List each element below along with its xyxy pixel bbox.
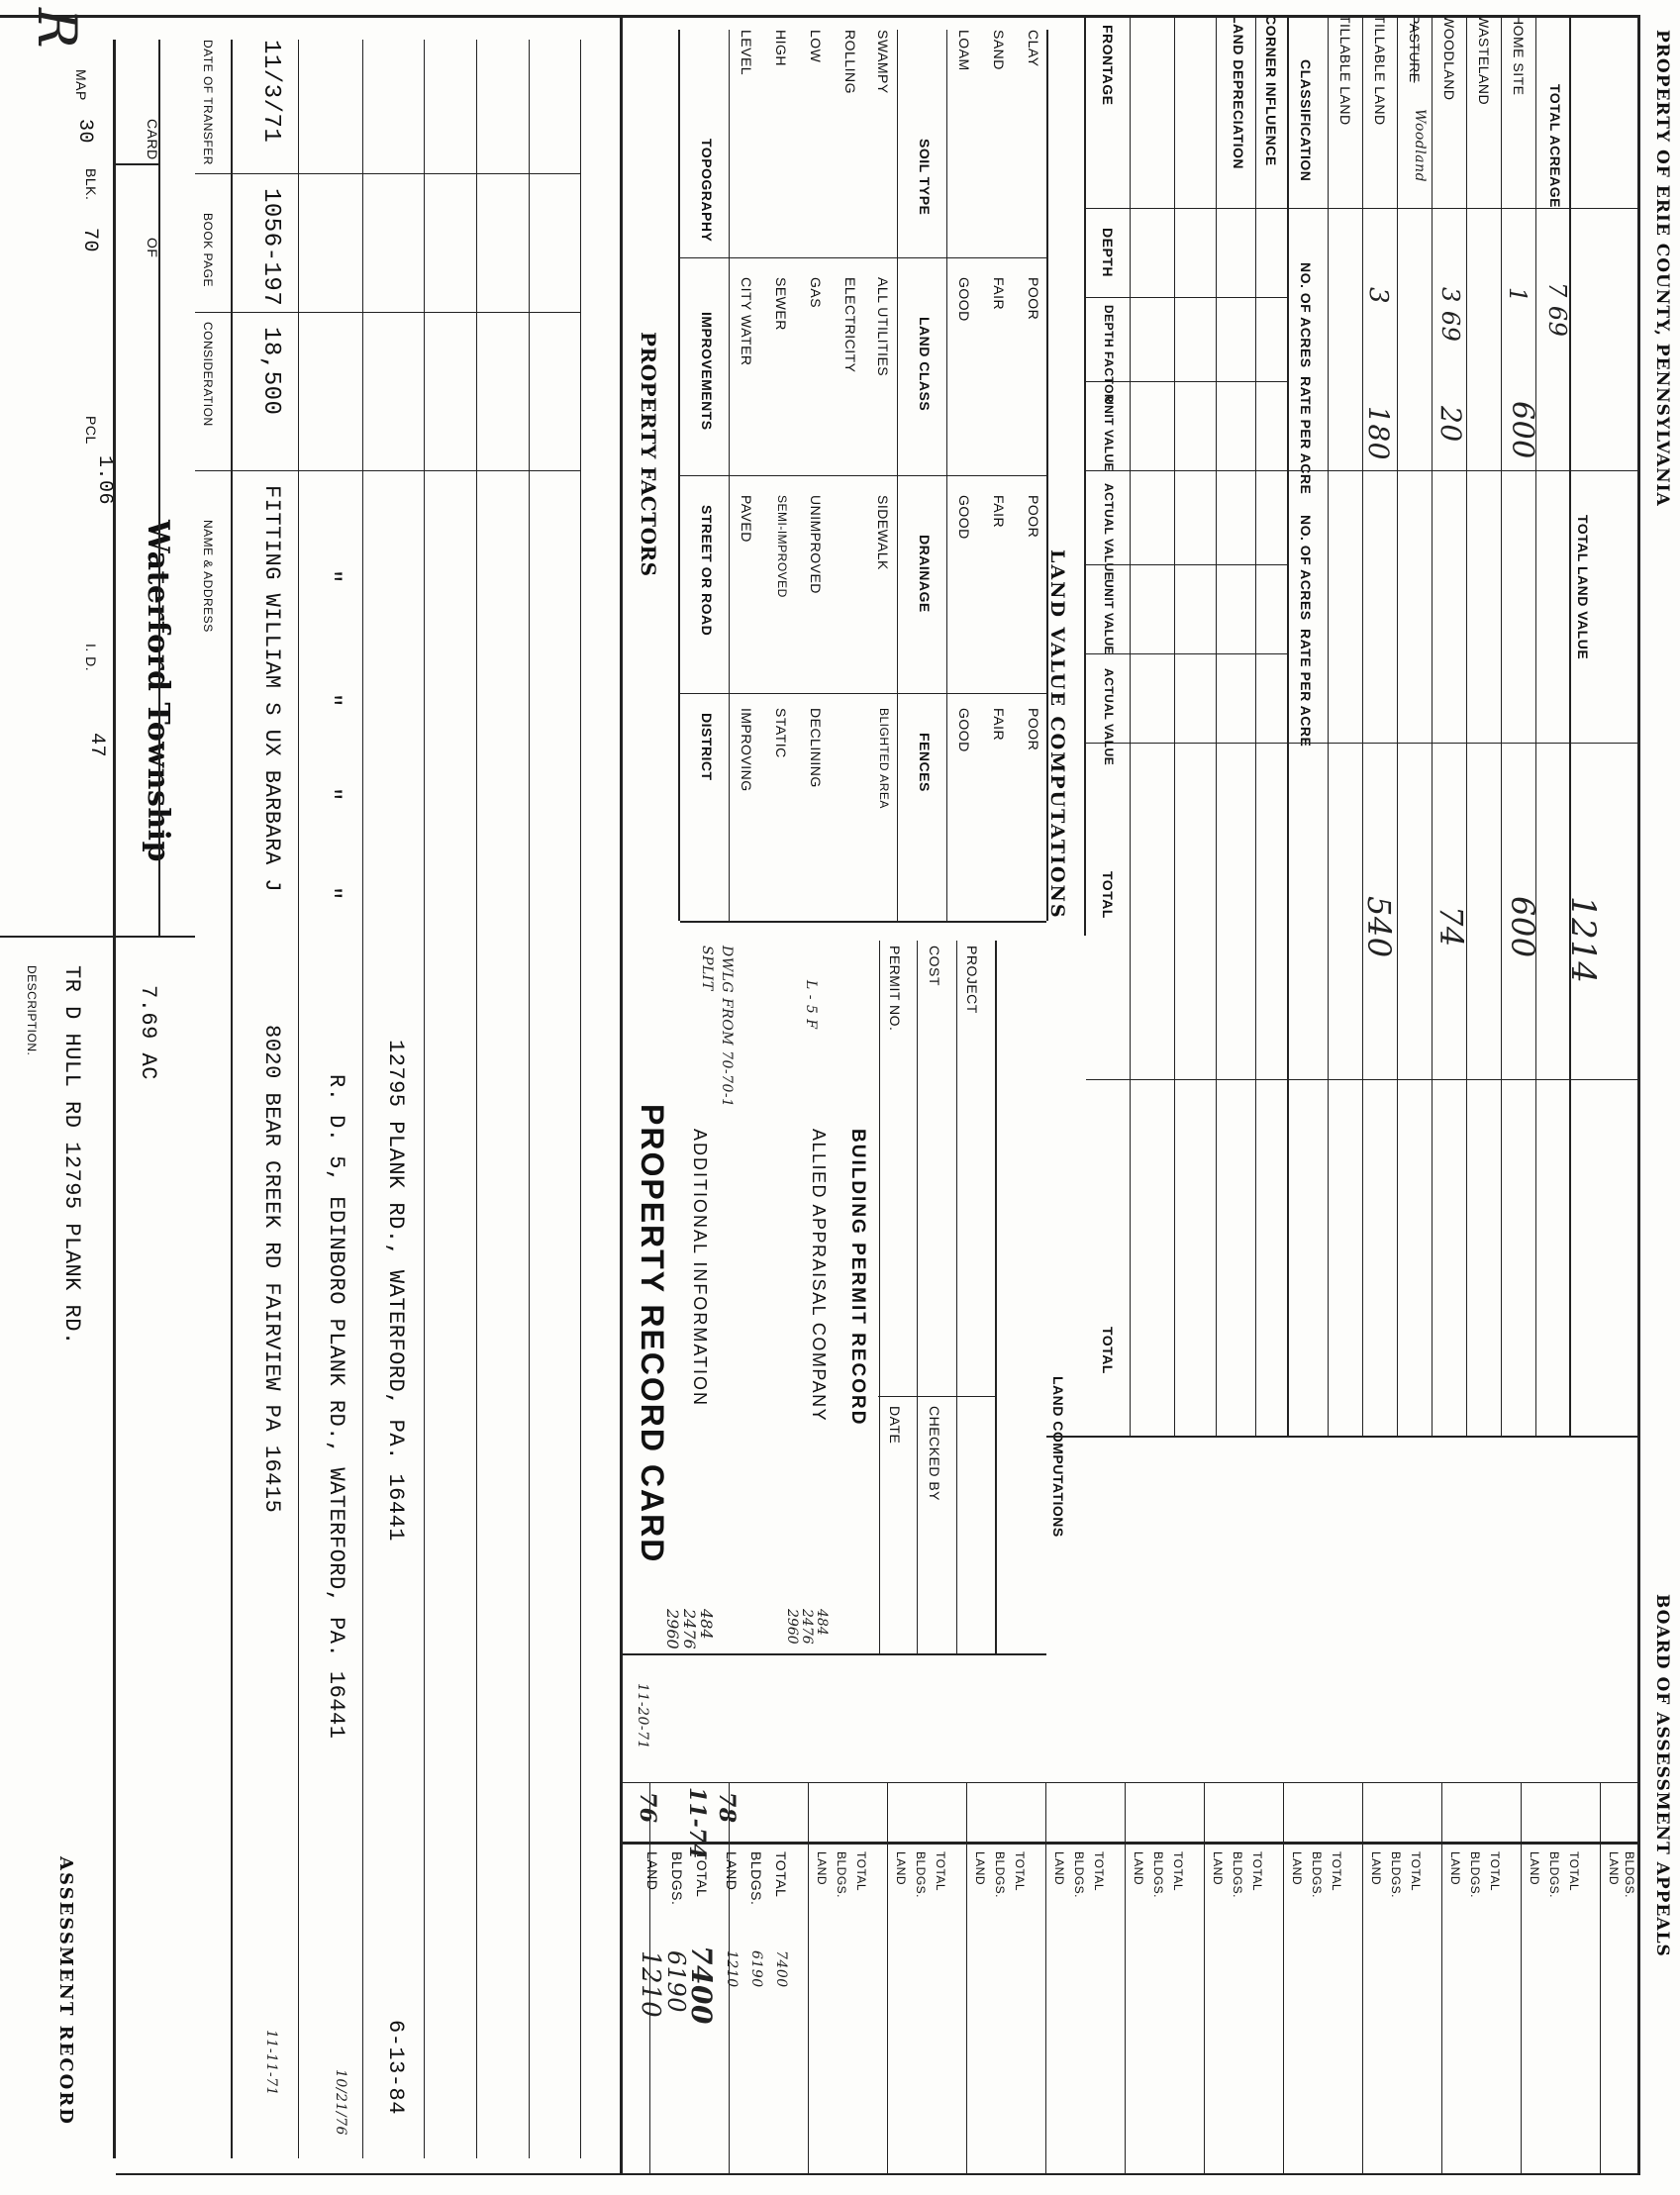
total-home-site: 600 <box>1504 896 1541 958</box>
rule <box>195 312 581 313</box>
assessment-land: LAND <box>1607 1851 1621 1886</box>
col-rate-per-acre-2: RATE PER ACRE <box>1298 629 1314 748</box>
transfer-note: 6-13-84 <box>383 2020 408 2115</box>
assessment-land: LAND <box>1528 1851 1541 1886</box>
col-actual-value: ACTUAL VALUE <box>1102 483 1116 581</box>
calc-note-2 <box>784 1609 829 1645</box>
assessment-land: LAND <box>1211 1851 1225 1886</box>
fence-good: GOOD <box>956 708 972 752</box>
assessment-bldgs: BLDGS. <box>1231 1851 1244 1899</box>
ditto: " <box>317 787 344 802</box>
assessment-bldgs-value: 6190 <box>662 1950 690 2014</box>
drain-good: GOOD <box>956 495 972 540</box>
col-total-2: TOTAL <box>1100 1327 1116 1374</box>
rule <box>362 40 363 2158</box>
ditto: " <box>317 569 344 584</box>
assessment-stamp: 11-74 <box>684 1787 710 1859</box>
drain-fair: FAIR <box>991 495 1007 529</box>
assessment-land-value: 1210 <box>724 1950 740 1988</box>
fence-poor: POOR <box>1026 708 1041 751</box>
assessment-land: LAND <box>894 1851 908 1886</box>
assessment-land: LAND <box>1132 1851 1145 1886</box>
rule <box>424 40 425 2158</box>
rule <box>621 1782 1640 1783</box>
rule <box>1086 743 1640 744</box>
date-of-transfer-header: DATE OF TRANSFER <box>201 40 215 165</box>
transfer-address: R. D. 5, EDINBORO PLANK RD., WATERFORD, PA. 16441 <box>324 1074 348 1740</box>
rule <box>966 1782 967 2173</box>
imp-city-water: CITY WATER <box>739 277 754 366</box>
total-tillable: 540 <box>1360 896 1398 958</box>
rule <box>1086 208 1640 209</box>
rule <box>995 941 997 1653</box>
rule <box>680 693 1046 694</box>
rule <box>195 470 581 471</box>
class-good: GOOD <box>956 277 972 322</box>
description-label: DESCRIPTION. <box>25 965 39 1056</box>
land-computations-label: LAND COMPUTATIONS <box>1050 1376 1066 1538</box>
rule <box>680 475 1046 476</box>
rule <box>1362 1782 1363 2173</box>
col-depth: DEPTH <box>1100 228 1116 277</box>
assessment-total: TOTAL <box>1567 1851 1581 1892</box>
rule <box>116 163 160 165</box>
assessment-land: LAND <box>973 1851 987 1886</box>
rule <box>1086 297 1289 298</box>
ditto: " <box>317 886 344 901</box>
footer-right: BOARD OF ASSESSMENT APPEALS <box>1652 1594 1672 1957</box>
permit-no: PERMIT NO. <box>887 946 903 1032</box>
soil-sand: SAND <box>991 30 1007 70</box>
rule <box>476 40 477 2158</box>
assessment-bldgs: BLDGS. <box>914 1851 928 1899</box>
rule <box>621 1842 1640 1845</box>
calc-line: 2960 <box>784 1609 800 1645</box>
col-unit-value-2: UNIT VALUE <box>1102 579 1116 655</box>
assessment-total: TOTAL <box>934 1851 947 1892</box>
project: PROJECT <box>964 946 980 1014</box>
total-acreage-value: 7 69 <box>1543 282 1571 338</box>
rule <box>1501 15 1502 1436</box>
card-label: CARD <box>145 119 160 160</box>
total-land-value-label: TOTAL LAND VALUE <box>1575 515 1591 660</box>
assessment-land: LAND <box>815 1851 829 1886</box>
rule <box>1535 15 1536 1436</box>
rule <box>116 2173 1640 2175</box>
land-depreciation: LAND DEPRECIATION <box>1231 15 1246 170</box>
blk-value: 70 <box>78 228 101 253</box>
district-blighted: BLIGHTED AREA <box>877 708 891 809</box>
topo-level: LEVEL <box>739 30 754 76</box>
total-land-value: 1214 <box>1563 896 1603 984</box>
assessment-bldgs: BLDGS. <box>835 1851 848 1899</box>
class-wasteland: WASTELAND <box>1476 15 1492 106</box>
assessment-bldgs: BLDGS. <box>1310 1851 1324 1899</box>
assessment-bldgs: BLDGS. <box>1072 1851 1086 1899</box>
rule <box>917 941 918 1653</box>
col-no-acres-2: NO. OF ACRES <box>1298 515 1314 621</box>
rule <box>1086 470 1640 471</box>
rule <box>1130 15 1131 1436</box>
acres-tillable: 3 <box>1363 287 1393 305</box>
assessment-land: LAND <box>1448 1851 1462 1886</box>
fence-fair: FAIR <box>991 708 1007 742</box>
acres-woodland: 3 69 <box>1436 287 1464 343</box>
rule <box>680 921 1046 923</box>
rule <box>580 40 581 2158</box>
assessment-total: TOTAL <box>1171 1851 1185 1892</box>
rule <box>879 941 880 1653</box>
assessment-mark: 78 <box>714 1792 740 1824</box>
street-header: STREET OR ROAD <box>699 505 715 637</box>
assessment-total: TOTAL <box>1250 1851 1264 1892</box>
topo-low: LOW <box>808 30 824 63</box>
transfer-date: 11/3/71 <box>257 40 284 144</box>
fences-header: FENCES <box>917 733 933 792</box>
rule <box>729 1782 730 2173</box>
rule <box>529 40 530 2158</box>
rule <box>1084 15 1086 936</box>
drain-poor: POOR <box>1026 495 1041 539</box>
rule <box>1174 15 1175 1436</box>
district-improving: IMPROVING <box>739 708 754 792</box>
rule <box>1569 15 1571 1436</box>
topo-swampy: SWAMPY <box>875 30 891 94</box>
rule <box>621 1653 1046 1655</box>
rule <box>1521 1782 1522 2173</box>
soil-loam: LOAM <box>956 30 972 71</box>
rule <box>1045 1782 1046 2173</box>
book-page-header: BOOK PAGE <box>201 213 215 287</box>
rule <box>0 936 195 938</box>
total-acreage-label: TOTAL ACREAGE <box>1547 84 1563 208</box>
assessment-mark: 76 <box>635 1792 660 1824</box>
district-header: DISTRICT <box>699 713 715 781</box>
class-home-site: HOME SITE <box>1511 15 1527 96</box>
assessment-total: TOTAL <box>773 1851 789 1898</box>
rule <box>956 941 957 1653</box>
assessment-bldgs: BLDGS. <box>1389 1851 1403 1899</box>
col-depth-factor: DEPTH FACTOR <box>1102 305 1116 404</box>
property-factors-title: PROPERTY FACTORS <box>637 332 660 577</box>
rule <box>1086 653 1289 654</box>
assessment-total: TOTAL <box>1330 1851 1343 1892</box>
of-label: OF <box>145 238 160 258</box>
id-label: I. D. <box>83 644 99 672</box>
total-woodland: 74 <box>1433 906 1470 948</box>
improvements-header: IMPROVEMENTS <box>699 312 715 431</box>
rule <box>1283 1782 1284 2173</box>
building-permit-record: BUILDING PERMIT RECORD <box>847 1129 868 1427</box>
soil-clay: CLAY <box>1026 30 1041 67</box>
id-value: 47 <box>85 733 108 758</box>
class-fair: FAIR <box>991 277 1007 311</box>
rule <box>1086 381 1289 382</box>
blk-label: BLK. <box>83 168 99 201</box>
topo-high: HIGH <box>773 30 789 66</box>
split-note: SPLIT <box>699 946 715 991</box>
imp-electricity: ELECTRICITY <box>842 277 858 373</box>
pcl-label: PCL <box>83 416 99 445</box>
rate-home-site: 600 <box>1505 401 1539 459</box>
col-unit-value: UNIT VALUE <box>1102 396 1116 472</box>
assessment-total-value: 7400 <box>773 1950 789 1988</box>
assessment-total: TOTAL <box>854 1851 868 1892</box>
handwritten-r-mark: R <box>26 8 88 50</box>
ditto: " <box>317 693 344 708</box>
map-label: MAP <box>73 69 89 101</box>
rule <box>649 1782 650 2173</box>
rule <box>1466 15 1467 1436</box>
rule <box>1125 1782 1126 2173</box>
drainage-header: DRAINAGE <box>917 535 933 613</box>
map-value: 30 <box>73 119 96 145</box>
street-unimproved: UNIMPROVED <box>808 495 824 594</box>
name-address-header: NAME & ADDRESS <box>201 520 215 633</box>
assessment-date-note: 11-20-71 <box>635 1683 650 1749</box>
assessment-land: LAND <box>1290 1851 1304 1886</box>
checked-by: CHECKED BY <box>927 1406 942 1502</box>
description-line2: 7.69 AC <box>136 985 160 1080</box>
transfer-note: 11-11-71 <box>263 2030 279 2096</box>
rate-tillable: 180 <box>1362 406 1395 460</box>
district-static: STATIC <box>773 708 789 758</box>
street-paved: PAVED <box>739 495 754 543</box>
pasture-annotation: Woodland <box>1412 109 1428 183</box>
rule <box>878 1396 997 1397</box>
transfer-address: 8020 BEAR CREEK RD FAIRVIEW PA 16415 <box>259 1025 284 1514</box>
assessment-bldgs: BLDGS. <box>1468 1851 1482 1899</box>
rule <box>1046 1436 1640 1438</box>
class-woodland: WOODLAND <box>1441 15 1457 101</box>
transfer-book: 1056-197 <box>257 188 284 307</box>
assessment-total: TOTAL <box>694 1851 710 1898</box>
rule <box>1216 15 1217 1436</box>
additional-info: ADDITIONAL INFORMATION <box>690 1129 710 1408</box>
imp-sewer: SEWER <box>773 277 789 331</box>
calc-line: 2476 <box>680 1609 699 1649</box>
rule <box>680 257 1046 258</box>
class-pasture: PASTURE <box>1407 15 1423 83</box>
calc-line: 484 <box>814 1609 830 1636</box>
street-sidewalk: SIDEWALK <box>875 495 891 570</box>
corner-influence: CORNER INFLUENCE <box>1263 15 1279 166</box>
rule <box>1328 15 1329 1436</box>
calc-line: 484 <box>697 1609 716 1640</box>
description-line1: TR D HULL RD 12795 PLANK RD. <box>59 965 84 1346</box>
calc-line: 2960 <box>663 1609 682 1649</box>
col-rate-per-acre: RATE PER ACRE <box>1298 376 1314 495</box>
assessment-bldgs-value: 6190 <box>748 1950 764 1988</box>
topo-rolling: ROLLING <box>842 30 858 94</box>
footer-left: PROPERTY OF ERIE COUNTY, PENNSYLVANIA <box>1652 30 1672 507</box>
transfer-consideration: 18,500 <box>257 327 284 416</box>
street-semi-improved: SEMI-IMPROVED <box>775 495 789 598</box>
col-no-acres: NO. OF ACRES <box>1298 262 1314 368</box>
prc-title: PROPERTY RECORD CARD <box>635 1104 670 1564</box>
assessment-total: TOTAL <box>1092 1851 1106 1892</box>
misc-note: L - 5 F <box>803 980 819 1030</box>
assessment-bldgs: BLDGS. <box>669 1851 685 1906</box>
consideration-header: CONSIDERATION <box>201 322 215 427</box>
rule <box>1362 15 1363 1436</box>
rule <box>808 1782 809 2173</box>
imp-all-utilities: ALL UTILITIES <box>875 277 891 377</box>
rule <box>0 15 1640 18</box>
assessment-total-value: 7400 <box>685 1946 718 2025</box>
calc-line: 2476 <box>799 1609 815 1645</box>
assessment-land: LAND <box>724 1851 740 1891</box>
assessment-total: TOTAL <box>1488 1851 1502 1892</box>
rule <box>298 40 299 2158</box>
rule <box>1397 15 1398 1436</box>
rule <box>1637 15 1640 2173</box>
topography-header: TOPOGRAPHY <box>699 139 715 243</box>
calc-note-1 <box>664 1609 715 1649</box>
rule <box>1432 15 1433 1436</box>
col-total: TOTAL <box>1100 871 1116 919</box>
rule <box>1204 1782 1205 2173</box>
rate-woodland: 20 <box>1434 406 1467 443</box>
transfer-address: 12795 PLANK RD., WATERFORD, PA. 16441 <box>383 1040 408 1542</box>
township-title: Waterford Township <box>141 520 175 863</box>
permit-cost: COST <box>927 946 942 986</box>
col-classification: CLASSIFICATION <box>1298 59 1314 182</box>
col-actual-value-2: ACTUAL VALUE <box>1102 668 1116 766</box>
assessment-total: TOTAL <box>1409 1851 1423 1892</box>
col-frontage: FRONTAGE <box>1100 25 1116 106</box>
class-tillable-2: TILLABLE LAND <box>1372 15 1388 126</box>
assessment-bldgs: BLDGS. <box>1547 1851 1561 1899</box>
assessment-land: LAND <box>1052 1851 1066 1886</box>
assessment-bldgs: BLDGS. <box>1151 1851 1165 1899</box>
rule <box>1441 1782 1442 2173</box>
assessment-bldgs: BLDGS. <box>748 1851 764 1906</box>
land-value-title: LAND VALUE COMPUTATIONS <box>1046 549 1068 920</box>
land-class-header: LAND CLASS <box>917 317 933 412</box>
company-name: ALLIED APPRAISAL COMPANY <box>809 1129 829 1423</box>
pcl-value: 1.06 <box>93 455 116 506</box>
rule <box>1086 564 1289 565</box>
class-tillable-1: TILLABLE LAND <box>1337 15 1353 126</box>
assessment-bldgs: BLDGS. <box>1623 1851 1636 1899</box>
rule <box>1600 1782 1601 2173</box>
assessment-title: ASSESSMENT RECORD <box>55 1856 76 2126</box>
rule <box>887 1782 888 2173</box>
class-poor: POOR <box>1026 277 1041 321</box>
assessment-land: LAND <box>644 1851 660 1891</box>
acres-home-site: 1 <box>1504 287 1532 303</box>
rule <box>1086 1079 1640 1080</box>
district-declining: DECLINING <box>808 708 824 788</box>
assessment-total: TOTAL <box>1013 1851 1027 1892</box>
rule <box>1255 15 1256 1436</box>
rule <box>231 40 233 2158</box>
assessment-bldgs: BLDGS. <box>993 1851 1007 1899</box>
imp-gas: GAS <box>808 277 824 309</box>
rule <box>1287 15 1289 1436</box>
dwlg-note: DWLG FROM 70-70-1 <box>719 946 735 1108</box>
rule <box>620 15 623 2173</box>
permit-date: DATE <box>887 1406 903 1445</box>
assessment-land: LAND <box>1369 1851 1383 1886</box>
rule <box>195 173 581 174</box>
rule <box>113 40 116 2158</box>
transfer-note: 10/21/76 <box>333 2069 348 2136</box>
soil-header: SOIL TYPE <box>917 139 933 216</box>
rule <box>158 40 160 936</box>
assessment-land-value: 1210 <box>636 1950 665 2019</box>
transfer-name: FITTING WILLIAM S UX BARBARA J <box>259 485 284 893</box>
